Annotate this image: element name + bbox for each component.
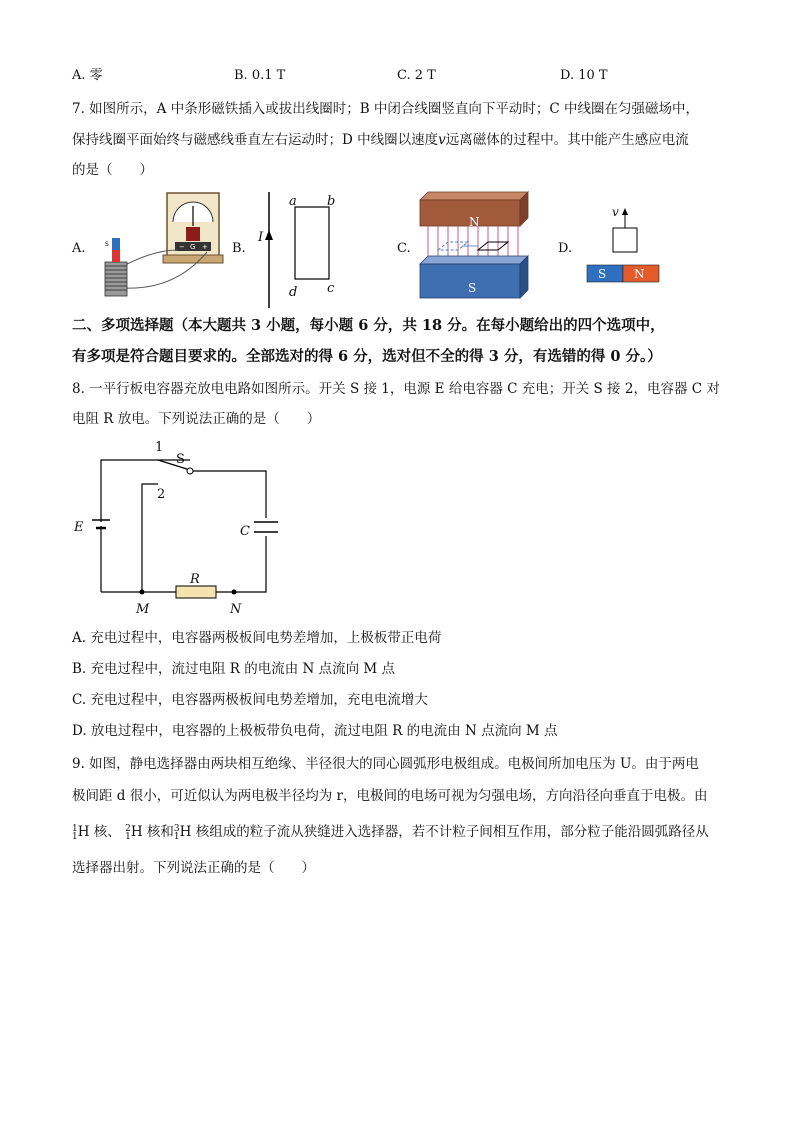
q7-fig-a-label: A. [72,241,86,256]
magnet-s-label: S [105,241,109,248]
q8-switch-label: S [176,452,185,467]
galvanometer-g-label: G [190,243,196,251]
q7-fig-b-corner-c: c [327,281,335,296]
q7-fig-d-v-label: v [612,205,619,219]
q6-option-a: A. 零 [72,68,103,83]
q7-figure-a [95,190,225,305]
section-2-heading-line-1: 二、多项选择题（本大题共 3 小题，每小题 6 分，共 18 分。在每小题给出的四个选项中， [72,317,665,334]
q8-line-2: 电阻 R 放电。下列说法正确的是（ ） [72,411,321,427]
q9-h1-atomic-number: 1 [72,831,78,842]
q8-battery-label: E [74,520,84,535]
section-2-heading-line-2: 有多项是符合题目要求的。全部选对的得 6 分，选对但不全的得 3 分，有选错的得 0 分。） [72,348,662,365]
q9-line-4: 选择器出射。下列说法正确的是（ ） [72,860,315,876]
q7-fig-c-n-label: N [469,215,480,229]
q9-line-2: 极间距 d 很小，可近似认为两电极半径均为 r，电极间的电场可视为匀强电场，方向沿径向垂直于电极。由 [72,788,708,804]
q7-fig-d-s-label: S [598,267,607,281]
q7-line-2: 保持线圈平面始终与磁感线垂直左右运动时；D 中线圈以速度v远离磁体的过程中。其中能产生感应电流 [72,132,689,148]
q8-node-n-label: N [230,602,242,617]
q8-option-c: C. 充电过程中，电容器两极板间电势差增加，充电电流增大 [72,692,428,708]
galvanometer-plus-label: + [202,243,208,251]
q7-fig-b-corner-a: a [289,194,297,209]
q7-fig-c-s-label: S [468,281,477,295]
q7-fig-b-current-label: I [258,230,264,245]
q7-fig-d-n-label: N [634,267,645,281]
q6-option-b: B. 0.1 T [234,68,286,83]
q9-h3-atomic-number: 1 [173,831,180,842]
q7-fig-b-label: B. [232,241,246,256]
q9-h2-atomic-number: 1 [125,831,131,842]
q6-option-c: C. 2 T [397,68,436,83]
q7-fig-c-label: C. [397,241,411,256]
galvanometer-minus-label: − [179,243,185,251]
q7-figure-d [585,205,665,285]
q8-node-m-label: M [136,602,150,617]
q9-h3-mass-number: 3 [173,823,180,834]
q9-line-3: 1 1 H 核、 2 1 H 核和 3 1 H 核组成的粒子流从狭缝进入选择器，若不计粒子间相互作用，部分粒子能沿圆弧路径从 [72,823,709,842]
q8-switch-terminal-1: 1 [155,440,164,455]
q7-line-1: 7. 如图所示，A 中条形磁铁插入或拔出线圈时；B 中闭合线圈竖直向下平动时；C 中线圈在匀强磁场中， [72,101,700,117]
q8-switch-terminal-2: 2 [157,487,166,502]
q8-line-1: 8. 一平行板电容器充放电电路如图所示。开关 S 接 1，电源 E 给电容器 C 充电；开关 S 接 2，电容器 C 对 [72,381,720,397]
q7-line-3: 的是（ ） [72,162,153,178]
q7-fig-b-corner-b: b [327,194,336,209]
q9-line-1: 9. 如图，静电选择器由两块相互绝缘、半径很大的同心圆弧形电极组成。电极间所加电压为 U。由于两电 [72,756,699,772]
q8-option-a: A. 充电过程中，电容器两极板间电势差增加，上极板带正电荷 [72,630,442,646]
q9-h2-mass-number: 2 [125,823,131,834]
q8-resistor-label: R [190,572,200,587]
q8-capacitor-label: C [240,524,250,539]
q7-fig-d-label: D. [558,241,573,256]
q7-fig-b-corner-d: d [289,285,298,300]
q7-figure-c [418,192,538,304]
q9-h1-mass-number: 1 [72,823,78,834]
q6-option-d: D. 10 T [560,68,608,83]
q8-option-d: D. 放电过程中，电容器的上极板带负电荷，流过电阻 R 的电流由 N 点流向 M 点 [72,723,558,739]
q8-option-b: B. 充电过程中，流过电阻 R 的电流由 N 点流向 M 点 [72,661,396,677]
